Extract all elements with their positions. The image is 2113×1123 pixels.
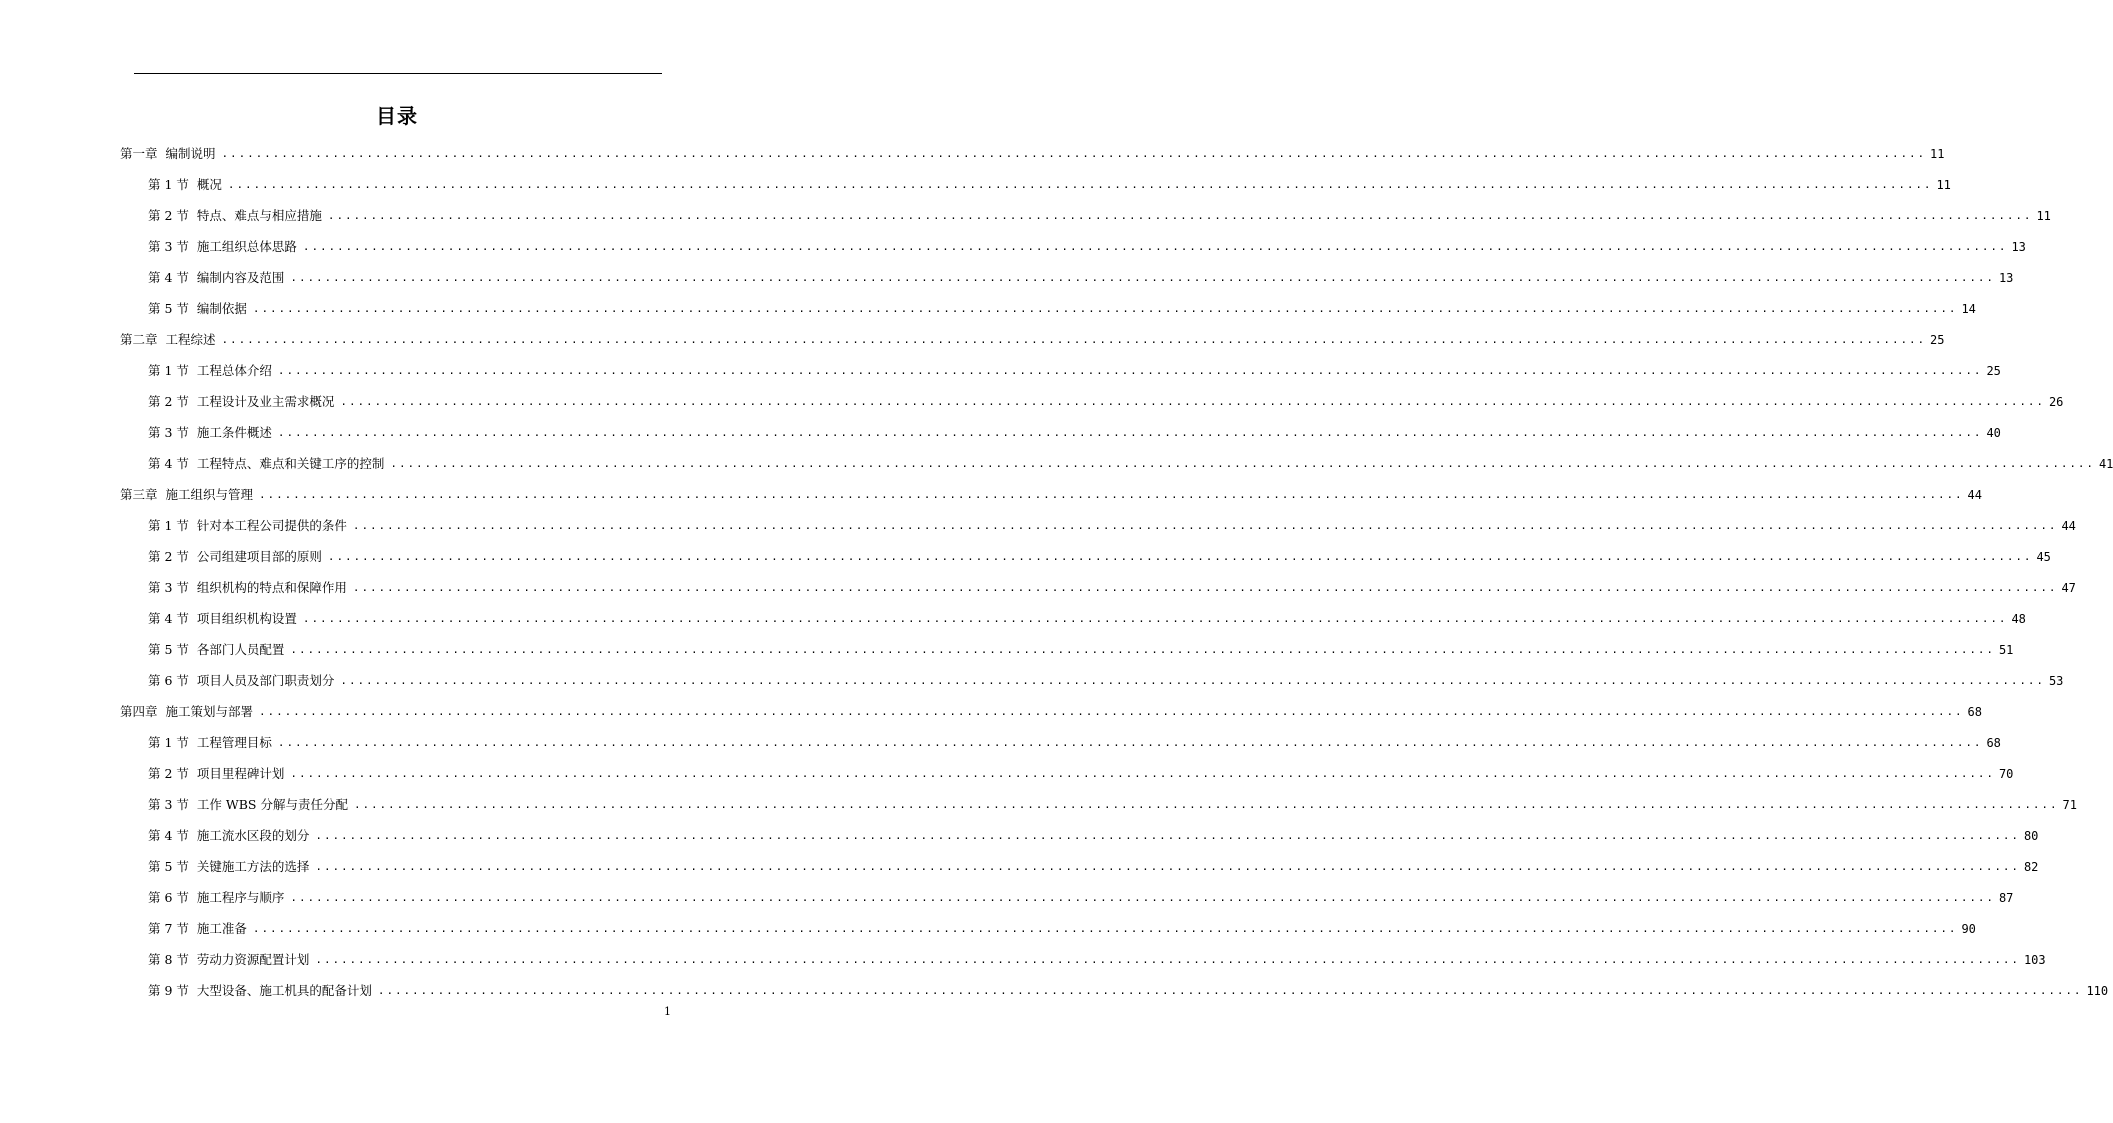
toc-number: 第 3 节 (148, 239, 189, 254)
toc-leader-dots: ........................................................................................................................................................................................................ (352, 519, 2058, 532)
toc-line (148, 297, 1976, 317)
page-number: 1 (664, 1005, 671, 1018)
toc-chapter-entry[interactable] (0, 137, 1945, 168)
toc-section-entry[interactable] (0, 199, 2051, 230)
toc-label (148, 611, 297, 627)
toc-number: 第 3 节 (148, 580, 189, 595)
toc-label (148, 177, 222, 193)
toc-page-number: 45 (2036, 550, 2051, 564)
toc-title: 施工组织与管理 (165, 487, 254, 502)
toc-line (120, 328, 1945, 348)
toc-line (148, 390, 2064, 410)
toc-line (148, 948, 2046, 968)
toc-number: 第二章 (120, 332, 158, 347)
toc-title: 针对本工程公司提供的条件 (196, 518, 347, 533)
toc-label (148, 208, 322, 224)
toc-page-number: 68 (1967, 705, 1982, 719)
toc-leader-dots: ........................................................................................................................................................................................................ (315, 953, 2020, 966)
toc-label (148, 518, 347, 534)
toc-title: 概况 (196, 177, 222, 192)
toc-page-number: 53 (2048, 674, 2064, 688)
toc-number: 第 2 节 (148, 208, 189, 223)
toc-number: 第 7 节 (148, 921, 189, 936)
toc-section-entry[interactable] (0, 788, 2077, 819)
toc-number: 第 3 节 (148, 797, 189, 812)
toc-label (148, 890, 284, 906)
toc-section-entry[interactable] (0, 757, 2014, 788)
toc-label (148, 270, 284, 286)
toc-number: 第 2 节 (148, 394, 189, 409)
toc-line (148, 979, 2109, 999)
toc-label (148, 921, 247, 937)
toc-title: 大型设备、施工机具的配备计划 (196, 983, 372, 998)
toc-page-number: 13 (1998, 271, 2014, 285)
toc-label (148, 394, 334, 410)
toc-number: 第 3 节 (148, 425, 189, 440)
toc-title: 编制依据 (196, 301, 247, 316)
toc-page-number: 11 (1936, 178, 1951, 192)
toc-number: 第三章 (120, 487, 158, 502)
toc-page-number: 51 (1998, 643, 2014, 657)
toc-page-number: 82 (2023, 860, 2039, 874)
toc-label (148, 952, 309, 968)
toc-page-number: 48 (2011, 612, 2026, 626)
toc-number: 第 2 节 (148, 766, 189, 781)
toc-number: 第 1 节 (148, 363, 189, 378)
toc-label (148, 673, 334, 689)
toc-leader-dots: ........................................................................................................................................................................................................ (377, 984, 2083, 997)
toc-section-entry[interactable] (0, 974, 2109, 1005)
toc-label (148, 580, 347, 596)
toc-section-entry[interactable] (0, 416, 2001, 447)
toc-leader-dots: ........................................................................................................................................................................................................ (259, 705, 1964, 718)
toc-line (148, 173, 1951, 193)
toc-number: 第四章 (120, 704, 158, 719)
toc-label (148, 642, 284, 658)
toc-section-entry[interactable] (0, 168, 1951, 199)
toc-section-entry[interactable] (0, 881, 2014, 912)
toc-line (120, 142, 1945, 162)
toc-page-number: 13 (2011, 240, 2026, 254)
toc-leader-dots: ........................................................................................................................................................................................................ (302, 240, 2008, 253)
toc-line (148, 452, 2113, 472)
toc-title: 编制内容及范围 (196, 270, 285, 285)
toc-number: 第 5 节 (148, 301, 189, 316)
toc-number: 第 6 节 (148, 673, 189, 688)
toc-number: 第 2 节 (148, 549, 189, 564)
toc-line (148, 235, 2026, 255)
toc-page-number: 110 (2086, 984, 2109, 998)
toc-section-entry[interactable] (0, 943, 2046, 974)
toc-leader-dots: ........................................................................................................................................................................................................ (353, 798, 2059, 811)
toc-line (120, 700, 1982, 720)
toc-title: 工程设计及业主需求概况 (196, 394, 335, 409)
toc-page-number: 44 (2061, 519, 2076, 533)
toc-title: 公司组建项目部的原则 (196, 549, 322, 564)
toc-line (148, 793, 2077, 813)
toc-line (148, 576, 2076, 596)
toc-line (148, 855, 2039, 875)
toc-label (148, 828, 309, 844)
toc-line (148, 421, 2001, 441)
toc-number: 第 9 节 (148, 983, 189, 998)
toc-label (148, 301, 247, 317)
toc-leader-dots: ........................................................................................................................................................................................................ (277, 426, 1983, 439)
toc-title: 工程综述 (165, 332, 216, 347)
toc-title: 工程管理目标 (196, 735, 272, 750)
toc-leader-dots: ........................................................................................................................................................................................................ (340, 395, 2045, 408)
toc-page-number: 11 (1930, 147, 1945, 161)
toc-number: 第 4 节 (148, 270, 189, 285)
toc-page-number: 41 (2098, 457, 2113, 471)
toc-label (148, 239, 297, 255)
toc-label (120, 332, 216, 348)
toc-line (148, 638, 2014, 658)
toc-section-entry[interactable] (0, 447, 2113, 478)
toc-title: 关键施工方法的选择 (196, 859, 310, 874)
toc-page-number: 103 (2023, 953, 2046, 967)
toc-section-entry[interactable] (0, 509, 2076, 540)
toc-section-entry[interactable] (0, 230, 2026, 261)
toc-title: 施工流水区段的划分 (196, 828, 310, 843)
toc-page-number: 11 (2036, 209, 2051, 223)
toc-page-number: 25 (1930, 333, 1945, 347)
toc-label (148, 766, 284, 782)
toc-section-entry[interactable] (0, 571, 2076, 602)
toc-line (148, 762, 2014, 782)
toc-section-entry[interactable] (0, 633, 2014, 664)
toc-label (120, 146, 216, 162)
toc-page-number: 68 (1986, 736, 2001, 750)
toc-line (148, 886, 2014, 906)
toc-title: 特点、难点与相应措施 (196, 208, 322, 223)
toc-title: 施工组织总体思路 (196, 239, 297, 254)
toc-line (148, 607, 2026, 627)
toc-label (148, 797, 348, 813)
toc-page-number: 44 (1967, 488, 1982, 502)
toc-section-entry[interactable] (0, 354, 2001, 385)
toc-section-entry[interactable] (0, 819, 2039, 850)
toc-number: 第 1 节 (148, 518, 189, 533)
toc-number: 第 4 节 (148, 611, 189, 626)
toc-section-entry[interactable] (0, 850, 2039, 881)
toc-number: 第 1 节 (148, 735, 189, 750)
toc-number: 第 4 节 (148, 828, 189, 843)
toc-leader-dots: ........................................................................................................................................................................................................ (290, 271, 1995, 284)
toc-page-number: 25 (1986, 364, 2001, 378)
toc-title: 项目人员及部门职责划分 (196, 673, 335, 688)
toc-section-entry[interactable] (0, 912, 1976, 943)
toc-leader-dots: ........................................................................................................................................................................................................ (227, 178, 1933, 191)
toc-leader-dots: ........................................................................................................................................................................................................ (252, 922, 1958, 935)
toc-page-number: 71 (2062, 798, 2077, 812)
toc-section-entry[interactable] (0, 292, 1976, 323)
toc-label (120, 704, 253, 720)
toc-label (148, 456, 384, 472)
toc-label (148, 549, 322, 565)
toc-line (148, 359, 2001, 379)
toc-leader-dots: ........................................................................................................................................................................................................ (221, 333, 1927, 346)
toc-page-number: 26 (2048, 395, 2064, 409)
toc-label (148, 859, 309, 875)
toc-title: 工程总体介绍 (196, 363, 272, 378)
toc-page-number: 87 (1998, 891, 2014, 905)
toc-title: 劳动力资源配置计划 (196, 952, 310, 967)
toc-title: 各部门人员配置 (196, 642, 285, 657)
toc-title: 施工策划与部署 (165, 704, 254, 719)
toc-number: 第 1 节 (148, 177, 189, 192)
toc-chapter-entry[interactable] (0, 323, 1945, 354)
toc-line (148, 917, 1976, 937)
toc-line (148, 545, 2051, 565)
toc-page-number: 90 (1961, 922, 1976, 936)
document-title: 目录 (376, 104, 418, 128)
toc-leader-dots: ........................................................................................................................................................................................................ (315, 860, 2020, 873)
toc-leader-dots: ........................................................................................................................................................................................................ (340, 674, 2045, 687)
toc-line (148, 669, 2064, 689)
toc-label (148, 363, 272, 379)
toc-section-entry[interactable] (0, 261, 2014, 292)
toc-chapter-entry[interactable] (0, 478, 1982, 509)
toc-number: 第 4 节 (148, 456, 189, 471)
toc-title: 施工准备 (196, 921, 247, 936)
toc-label (120, 487, 253, 503)
toc-leader-dots: ........................................................................................................................................................................................................ (302, 612, 2008, 625)
toc-leader-dots: ........................................................................................................................................................................................................ (315, 829, 2020, 842)
toc-number: 第 8 节 (148, 952, 189, 967)
toc-leader-dots: ........................................................................................................................................................................................................ (221, 147, 1927, 160)
toc-leader-dots: ........................................................................................................................................................................................................ (277, 736, 1983, 749)
toc-number: 第 6 节 (148, 890, 189, 905)
toc-line (148, 266, 2014, 286)
toc-section-entry[interactable] (0, 664, 2064, 695)
toc-title: 组织机构的特点和保障作用 (196, 580, 347, 595)
toc-section-entry[interactable] (0, 385, 2064, 416)
toc-line (148, 824, 2039, 844)
toc-leader-dots: ........................................................................................................................................................................................................ (390, 457, 2095, 470)
toc-page-number: 70 (1998, 767, 2014, 781)
toc-label (148, 425, 272, 441)
toc-section-entry[interactable] (0, 540, 2051, 571)
toc-leader-dots: ........................................................................................................................................................................................................ (327, 209, 2033, 222)
toc-title: 项目里程碑计划 (196, 766, 285, 781)
toc-section-entry[interactable] (0, 602, 2026, 633)
toc-page-number: 47 (2061, 581, 2076, 595)
toc-page-number: 80 (2023, 829, 2039, 843)
toc-line (148, 731, 2001, 751)
toc-leader-dots: ........................................................................................................................................................................................................ (290, 643, 1995, 656)
toc-title: 编制说明 (165, 146, 216, 161)
toc-leader-dots: ........................................................................................................................................................................................................ (252, 302, 1958, 315)
toc-number: 第一章 (120, 146, 158, 161)
toc-leader-dots: ........................................................................................................................................................................................................ (327, 550, 2033, 563)
toc-title: 施工程序与顺序 (196, 890, 285, 905)
toc-leader-dots: ........................................................................................................................................................................................................ (290, 891, 1995, 904)
toc-label (148, 983, 372, 999)
toc-title: 工作 WBS 分解与责任分配 (196, 797, 348, 812)
toc-title: 工程特点、难点和关键工序的控制 (196, 456, 385, 471)
header-rule (134, 73, 662, 74)
toc-line (120, 483, 1982, 503)
toc-leader-dots: ........................................................................................................................................................................................................ (259, 488, 1964, 501)
toc-line (148, 514, 2076, 534)
toc-number: 第 5 节 (148, 859, 189, 874)
toc-title: 施工条件概述 (196, 425, 272, 440)
toc-page-number: 14 (1961, 302, 1976, 316)
toc-chapter-entry[interactable] (0, 695, 1982, 726)
toc-number: 第 5 节 (148, 642, 189, 657)
toc-page-number: 40 (1986, 426, 2001, 440)
toc-leader-dots: ........................................................................................................................................................................................................ (352, 581, 2058, 594)
toc-label (148, 735, 272, 751)
toc-line (148, 204, 2051, 224)
toc-title: 项目组织机构设置 (196, 611, 297, 626)
toc-section-entry[interactable] (0, 726, 2001, 757)
toc-leader-dots: ........................................................................................................................................................................................................ (277, 364, 1983, 377)
toc-leader-dots: ........................................................................................................................................................................................................ (290, 767, 1995, 780)
